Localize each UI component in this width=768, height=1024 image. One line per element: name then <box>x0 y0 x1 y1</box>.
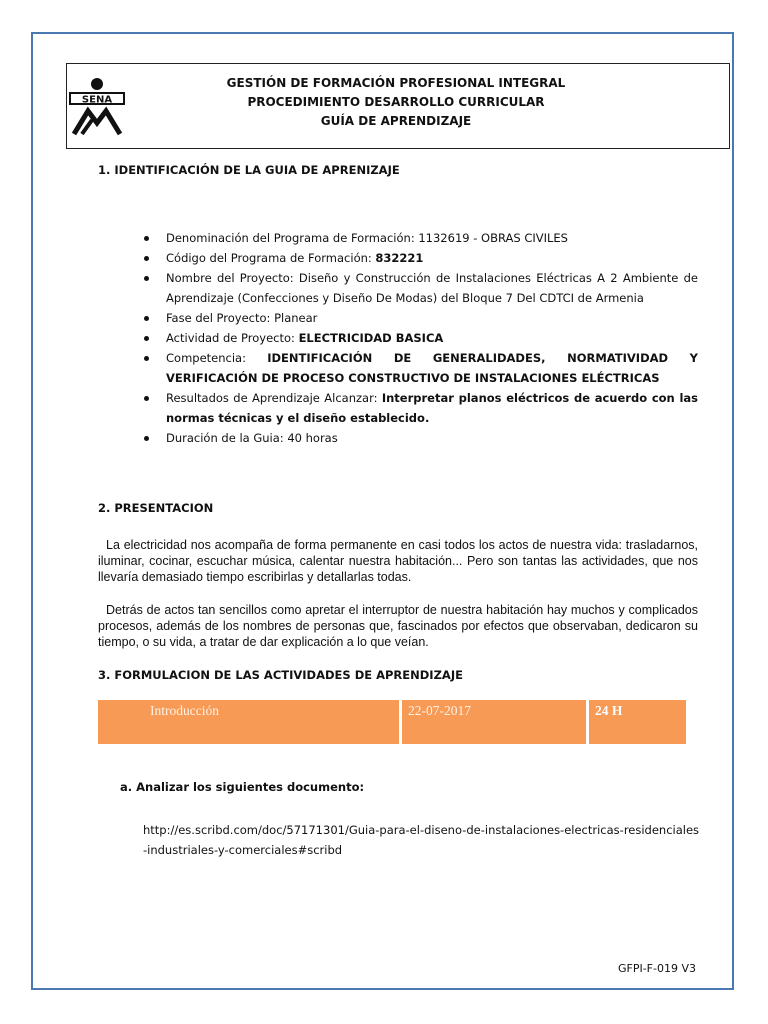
logo-text: SENA <box>81 94 113 106</box>
list-item: Código del Programa de Formación: 832221 <box>140 248 698 268</box>
hours-cell: 24 H <box>589 700 686 744</box>
section-1-title: 1. IDENTIFICACIÓN DE LA GUIA DE APRENIZAJE <box>98 163 400 177</box>
list-item: Duración de la Guia: 40 horas <box>140 428 698 448</box>
sena-logo <box>68 76 126 136</box>
identification-list <box>140 228 698 448</box>
header-line-2: PROCEDIMIENTO DESARROLLO CURRICULAR <box>247 95 545 109</box>
activity-cell: Introducción <box>98 700 399 744</box>
presentation-paragraph-2: Detrás de actos tan sencillos como apretar el interruptor de nuestra habitación hay muchos y complicados procesos, además de los nombres de personas que, fascinados por efectos que observaban, dedicaron su tiempo, o su vida, a tratar de dar explicación a lo que veían. <box>98 603 698 649</box>
header-line-3: GUÍA DE APRENDIZAJE <box>320 114 472 128</box>
step-a-label: a. Analizar los siguientes documento: <box>120 780 365 794</box>
header-line-1: GESTIÓN DE FORMACIÓN PROFESIONAL INTEGRAL <box>226 76 566 90</box>
document-link[interactable]: http://es.scribd.com/doc/57171301/Guia-para-el-diseno-de-instalaciones-electricas-residenciales-industriales-y-comerciales#scribd <box>143 823 700 857</box>
list-item: Actividad de Proyecto: ELECTRICIDAD BASICA <box>140 328 698 348</box>
section-3-title: 3. FORMULACION DE LAS ACTIVIDADES DE APRENDIZAJE <box>98 668 463 682</box>
list-item: Nombre del Proyecto: Diseño y Construcción de Instalaciones Eléctricas A 2 Ambiente de Aprendizaje (Confecciones y Diseño De Modas) del Bloque 7 Del CDTCI de Armenia <box>140 268 698 308</box>
section-2-title: 2. PRESENTACION <box>98 501 214 515</box>
list-item: Resultados de Aprendizaje Alcanzar: Interpretar planos eléctricos de acuerdo con las normas técnicas y el diseño establecido. <box>140 388 698 428</box>
activity-table <box>98 700 688 744</box>
presentation-paragraph-1: La electricidad nos acompaña de forma permanente en casi todos los actos de nuestra vida: trasladarnos, iluminar, cocinar, escuchar música, calentar nuestra habitación... Pero son tantas las actividades, que nos llevaría demasiado tiempo escribirlas y detallarlas todas. <box>98 538 698 584</box>
date-cell: 22-07-2017 <box>402 700 586 744</box>
list-item: Competencia: IDENTIFICACIÓN DE GENERALIDADES, NORMATIVIDAD Y VERIFICACIÓN DE PROCESO CONSTRUCTIVO DE INSTALACIONES ELÉCTRICAS <box>140 348 698 388</box>
list-item: Denominación del Programa de Formación: 1132619 - OBRAS CIVILES <box>140 228 698 248</box>
form-code: GFPI-F-019 V3 <box>617 962 696 975</box>
header-title-block <box>130 74 662 131</box>
list-item: Fase del Proyecto: Planear <box>140 308 698 328</box>
